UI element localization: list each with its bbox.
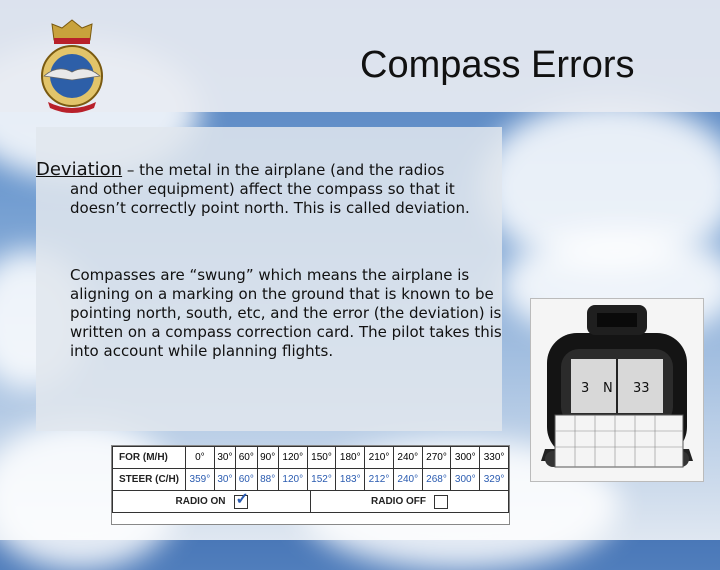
table-cell: 268° [422, 469, 451, 491]
table-cell: 183° [336, 469, 365, 491]
deviation-term: Deviation [36, 159, 123, 180]
table-cell: 240° [393, 469, 422, 491]
compass-face-number: N [603, 381, 613, 396]
checkmark-icon: ✓ [235, 490, 249, 508]
table-cell: 30° [214, 469, 235, 491]
correction-table [112, 446, 509, 491]
table-cell: 120° [278, 469, 307, 491]
table-cell: 330° [480, 447, 509, 469]
table-cell: 0° [186, 447, 215, 469]
steer-ch-label: STEER (C/H) [113, 469, 186, 491]
slide-title: Compass Errors [360, 44, 635, 86]
table-cell: 300° [451, 469, 480, 491]
table-cell: 88° [257, 469, 278, 491]
table-cell: 152° [307, 469, 336, 491]
table-cell: 329° [480, 469, 509, 491]
deviation-paragraph [36, 160, 506, 218]
compass-photo [530, 298, 704, 482]
radio-off-checkbox [434, 495, 448, 509]
radio-off-label: RADIO OFF [371, 496, 426, 507]
table-row [113, 469, 509, 491]
table-cell: 150° [307, 447, 336, 469]
deviation-first-line: – the metal in the airplane (and the radios [122, 161, 445, 179]
deviation-continuation: and other equipment) affect the compass so that it doesn’t correctly point north. This is called deviation. [70, 180, 470, 217]
radio-on-cell [113, 491, 310, 512]
table-cell: 60° [236, 447, 257, 469]
table-row [113, 447, 509, 469]
radio-on-label: RADIO ON [175, 496, 226, 507]
table-cell: 30° [214, 447, 235, 469]
compass-correction-card [111, 445, 510, 525]
compass-face-number: 3 [581, 381, 590, 396]
table-cell: 210° [365, 447, 394, 469]
table-cell: 60° [236, 469, 257, 491]
for-mh-label: FOR (M/H) [113, 447, 186, 469]
table-cell: 90° [257, 447, 278, 469]
compass-face-number: 33 [633, 381, 650, 396]
table-cell: 300° [451, 447, 480, 469]
radio-on-checkbox [234, 490, 249, 509]
radio-off-cell [310, 491, 508, 512]
swung-paragraph: Compasses are “swung” which means the airplane is aligning on a marking on the ground that is known to be pointing north, south, etc, and the error (the deviation) is written on a compass correction card. The pilot takes this into account while planning flights. [70, 266, 502, 360]
air-cadet-crest-logo [34, 18, 110, 114]
table-cell: 212° [365, 469, 394, 491]
table-cell: 240° [393, 447, 422, 469]
table-cell: 120° [278, 447, 307, 469]
radio-row [112, 491, 509, 513]
table-cell: 359° [186, 469, 215, 491]
table-cell: 270° [422, 447, 451, 469]
table-cell: 180° [336, 447, 365, 469]
compass-icon [531, 299, 703, 481]
